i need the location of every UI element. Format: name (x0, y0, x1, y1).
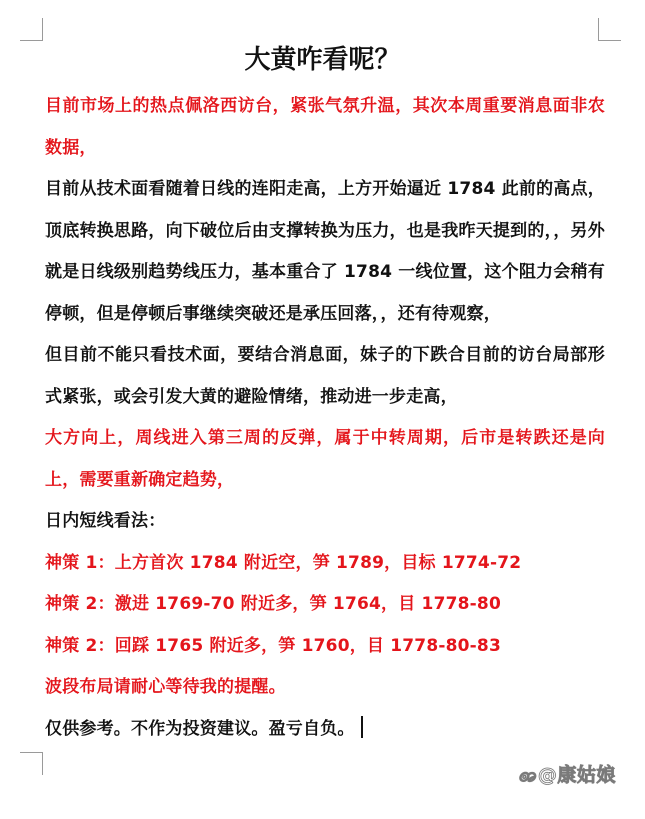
paragraph-market-hotspot: 目前市场上的热点佩洛西访台，紧张气氛升温，其次本周重要消息面非农数据， (45, 96, 605, 158)
paragraph-weekly-trend: 大方向上，周线进入第三周的反弹，属于中转周期，后市是转跌还是向上，需要重新确定趋势， (45, 428, 605, 490)
paragraph-technical-analysis: 目前从技术面看随着日线的连阳走高，上方开始逼近 1784 此前的高点，顶底转换思路，向下破位后由支撑转换为压力，也是我昨天提到的，，另外就是日线级别趋势线压力，基本重合了 1784 一线位置，这个阻力会稍有停顿，但是停顿后事继续突破还是承压回落，，还有待观察， (45, 179, 605, 324)
watermark-text: @康姑娘 (537, 764, 616, 786)
crop-mark-bottom-left (20, 752, 43, 775)
disclaimer-text: 仅供参考。不作为投资建议。盈亏自负。 (45, 718, 355, 739)
paragraph-swing-reminder: 波段布局请耐心等待我的提醒。 (45, 677, 286, 697)
document-body[interactable] (45, 86, 605, 750)
crop-mark-top-left (20, 18, 43, 41)
paragraph-news-analysis: 但目前不能只看技术面，要结合消息面，妹子的下跌合目前的访台局部形式紧张，或会引发大黄的避险情绪，推动进一步走高， (45, 345, 605, 407)
crop-mark-top-right (598, 18, 621, 41)
paragraph-disclaimer (45, 709, 605, 751)
text-cursor (361, 716, 363, 738)
paragraph-intraday-heading: 日内短线看法： (45, 511, 166, 531)
paragraph-strategy-1: 神策 1：上方首次 1784 附近空，笋 1789，目标 1774-72 (45, 552, 522, 573)
document-title: 大黄咋看呢？ (244, 45, 401, 75)
paragraph-strategy-3: 神策 2：回踩 1765 附近多，笋 1760，目 1778-80-83 (45, 635, 501, 656)
paragraph-strategy-2: 神策 2：激进 1769-70 附近多，笋 1764，目 1778-80 (45, 594, 501, 614)
watermark (518, 760, 616, 791)
weibo-logo-icon: ꩨ (518, 764, 536, 786)
